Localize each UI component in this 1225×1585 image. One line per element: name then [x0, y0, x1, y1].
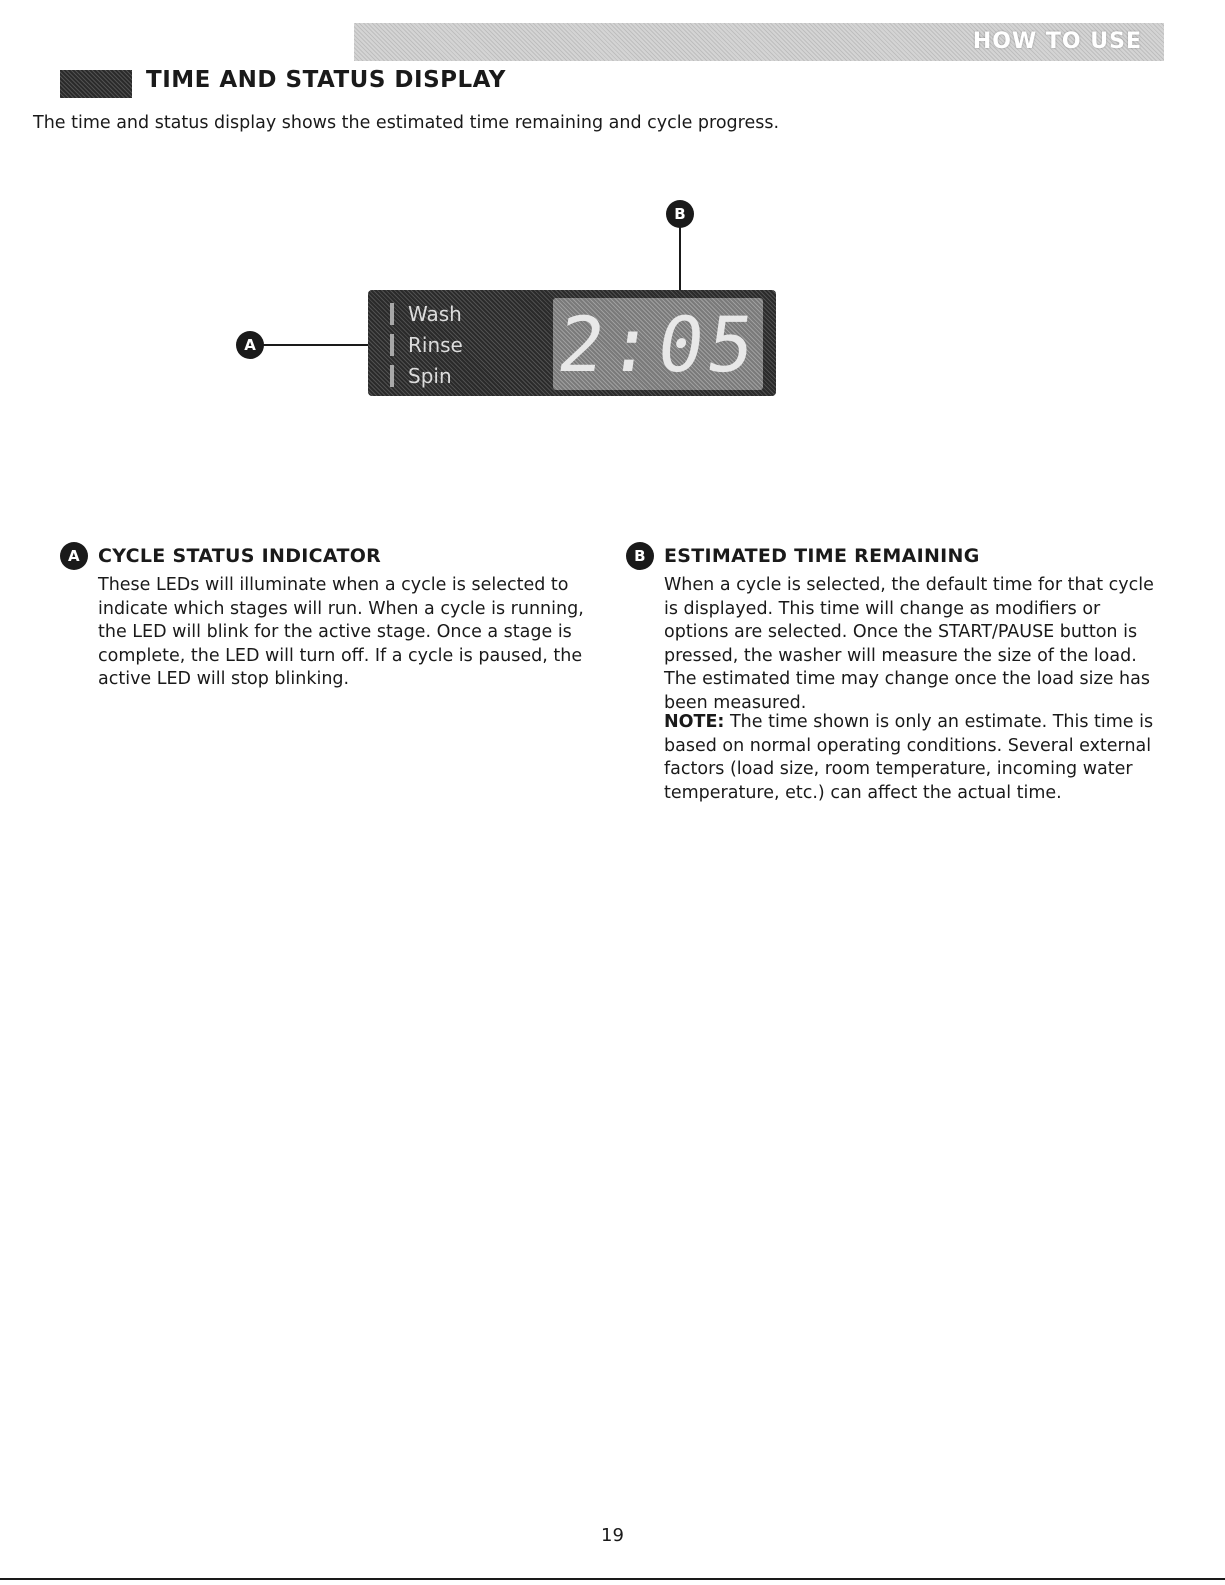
cycle-status-list [390, 298, 550, 391]
led-indicator-icon [390, 334, 394, 356]
note-text: The time shown is only an estimate. This time is based on normal operating conditions. Several external factors (load size, room temperature, incoming water temperature, etc.) can affect the actual time. [664, 712, 1154, 803]
heading-b-marker: B [626, 542, 654, 570]
note-label: NOTE: [664, 712, 725, 732]
time-remaining-heading [626, 542, 980, 570]
cycle-status-title: CYCLE STATUS INDICATOR [98, 545, 382, 567]
callout-b-leader-line [679, 226, 681, 296]
callout-a-leader-line [262, 344, 370, 346]
status-label: Spin [408, 363, 452, 388]
led-indicator-icon [390, 303, 394, 325]
cycle-status-heading [60, 542, 381, 570]
callout-b-marker: B [666, 200, 694, 228]
section-intro: The time and status display shows the estimated time remaining and cycle progress. [33, 113, 780, 133]
status-item-rinse [390, 329, 550, 360]
banner-label: HOW TO USE [972, 29, 1142, 54]
status-label: Wash [408, 301, 462, 326]
heading-a-marker: A [60, 542, 88, 570]
bottom-rule [0, 1578, 1225, 1580]
page-number: 19 [601, 1525, 624, 1546]
led-indicator-icon [390, 365, 394, 387]
time-remaining-title: ESTIMATED TIME REMAINING [664, 545, 980, 567]
section-marker-block [60, 70, 132, 98]
section-banner [354, 23, 1164, 61]
time-remaining-note [664, 711, 1164, 805]
time-status-display-panel [368, 290, 776, 396]
time-remaining-description: When a cycle is selected, the default time for that cycle is displayed. This time will change as modifiers or options are selected. Once the START/PAUSE button is pressed, the washer will measure the size of the load. The estimated time may change once the load size has been measured. [664, 575, 1154, 713]
time-readout: 2:05 [552, 300, 764, 389]
time-readout-window [553, 298, 763, 390]
callout-a-marker: A [236, 331, 264, 359]
section-title: TIME AND STATUS DISPLAY [146, 67, 506, 93]
status-label: Rinse [408, 332, 463, 357]
status-item-spin [390, 360, 550, 391]
status-item-wash [390, 298, 550, 329]
cycle-status-description: These LEDs will illuminate when a cycle is selected to indicate which stages will run. When a cycle is running, the LED will blink for the active stage. Once a stage is complete, the LED will turn off. If a cycle is paused, the active LED will stop blinking. [98, 575, 584, 689]
